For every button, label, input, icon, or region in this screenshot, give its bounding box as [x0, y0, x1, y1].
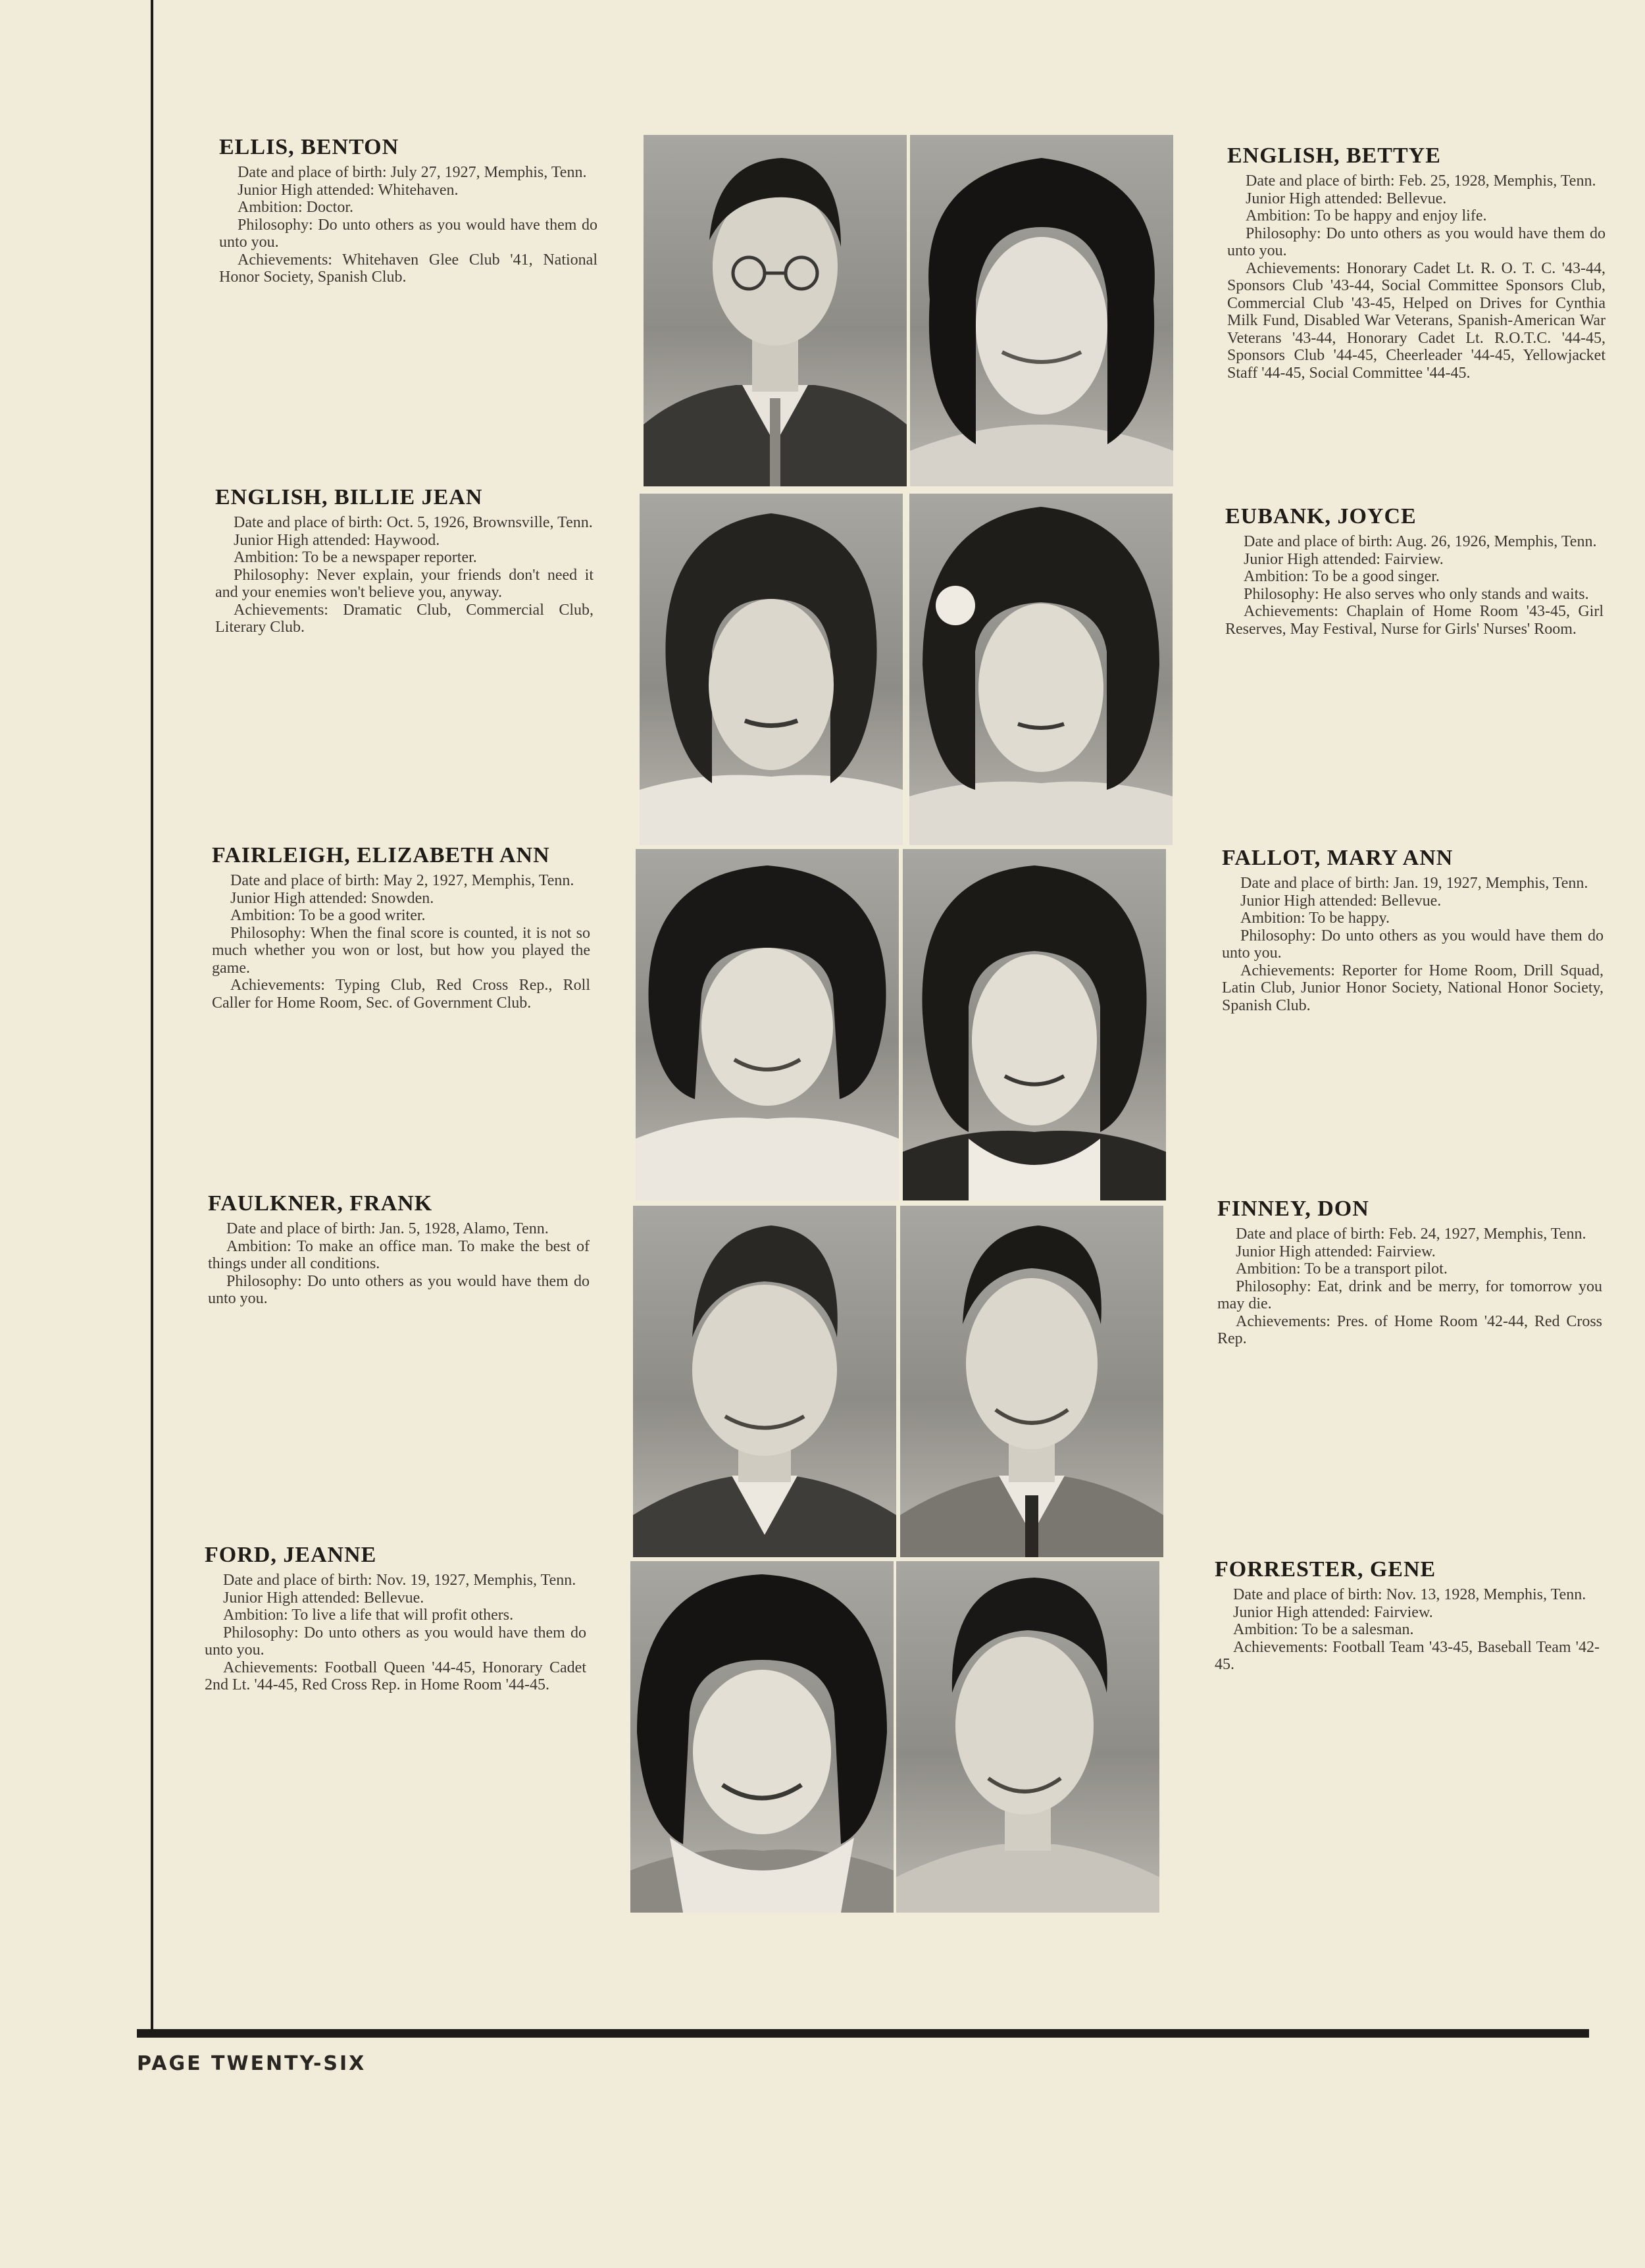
student-name: ELLIS, BENTON	[219, 135, 399, 159]
portrait-ford-jeanne	[630, 1561, 894, 1913]
student-entry-eubank	[1225, 504, 1604, 638]
student-achievements: Achievements: Honorary Cadet Lt. R. O. T. C. '43-44, Sponsors Club '43-44, Social Committee Sponsors Club, Commercial Club '43-45, Helped on Drives for Cynthia Milk Fund, Disabled War Veterans, Spanish-American War Veterans '43-44, Honorary Cadet Lt. R.O.T.C. '44-45, Sponsors Club '44-45, Cheerleader '44-45, Yellowjacket Staff '44-45, Social Committee '44-45.	[1227, 259, 1606, 382]
portrait-eubank-joyce	[909, 494, 1173, 845]
student-junior-high: Junior High attended: Fairview.	[1233, 1603, 1433, 1621]
student-achievements: Achievements: Football Team '43-45, Baseball Team '42-45.	[1215, 1638, 1600, 1673]
student-name: FORRESTER, GENE	[1215, 1557, 1436, 1582]
student-birth: Date and place of birth: Nov. 13, 1928, Memphis, Tenn.	[1233, 1586, 1586, 1603]
student-ambition: Ambition: To be happy and enjoy life.	[1246, 207, 1487, 224]
student-ambition: Ambition: To make an office man. To make the best of things under all conditions.	[208, 1237, 590, 1272]
student-birth: Date and place of birth: May 2, 1927, Memphis, Tenn.	[230, 872, 574, 889]
student-philosophy: Philosophy: Do unto others as you would have them do unto you.	[205, 1624, 586, 1659]
portrait-faulkner-frank	[633, 1206, 896, 1557]
student-birth: Date and place of birth: Jan. 19, 1927, Memphis, Tenn.	[1240, 875, 1588, 892]
student-entry-ford	[205, 1543, 586, 1694]
student-name: ENGLISH, BETTYE	[1227, 143, 1441, 168]
student-achievements: Achievements: Dramatic Club, Commercial Club, Literary Club.	[215, 601, 594, 636]
student-name: FORD, JEANNE	[205, 1543, 377, 1567]
portrait-fairleigh-elizabeth-ann	[636, 849, 899, 1200]
student-junior-high: Junior High attended: Whitehaven.	[238, 181, 459, 199]
student-philosophy: Philosophy: When the final score is counted, it is not so much whether you won or lost, but how you played the game.	[212, 924, 590, 977]
student-junior-high: Junior High attended: Bellevue.	[1246, 190, 1447, 207]
student-entry-faulkner	[208, 1191, 590, 1308]
student-ambition: Ambition: To be a salesman.	[1233, 1621, 1414, 1638]
portrait-english-bettye	[910, 135, 1173, 486]
student-philosophy: Philosophy: Do unto others as you would have them do unto you.	[219, 216, 597, 251]
student-entry-english-bettye	[1227, 143, 1606, 382]
student-name: FAULKNER, FRANK	[208, 1191, 433, 1216]
bottom-rule	[137, 2029, 1589, 2038]
student-birth: Date and place of birth: Jan. 5, 1928, Alamo, Tenn.	[226, 1220, 549, 1237]
student-birth: Date and place of birth: July 27, 1927, Memphis, Tenn.	[238, 164, 587, 181]
student-junior-high: Junior High attended: Fairview.	[1244, 550, 1444, 568]
student-junior-high: Junior High attended: Fairview.	[1236, 1243, 1436, 1260]
student-ambition: Ambition: To be happy.	[1240, 910, 1390, 927]
student-birth: Date and place of birth: Feb. 24, 1927, Memphis, Tenn.	[1236, 1225, 1586, 1243]
student-junior-high: Junior High attended: Bellevue.	[223, 1589, 424, 1607]
student-entry-ellis	[219, 135, 597, 286]
student-birth: Date and place of birth: Aug. 26, 1926, Memphis, Tenn.	[1244, 533, 1597, 550]
student-birth: Date and place of birth: Oct. 5, 1926, Brownsville, Tenn.	[234, 514, 593, 531]
student-achievements: Achievements: Pres. of Home Room '42-44, Red Cross Rep.	[1217, 1312, 1602, 1347]
student-ambition: Ambition: To be a newspaper reporter.	[234, 549, 477, 566]
portrait-forrester-gene	[896, 1561, 1159, 1913]
student-name: ENGLISH, BILLIE JEAN	[215, 485, 483, 509]
student-achievements: Achievements: Typing Club, Red Cross Rep., Roll Caller for Home Room, Sec. of Government Club.	[212, 977, 590, 1012]
student-entry-finney	[1217, 1197, 1602, 1348]
student-ambition: Ambition: To be a good singer.	[1244, 568, 1440, 585]
student-entry-fallot	[1222, 846, 1604, 1014]
student-philosophy: Philosophy: Never explain, your friends don't need it and your enemies won't believe you, anyway.	[215, 566, 594, 601]
student-birth: Date and place of birth: Feb. 25, 1928, Memphis, Tenn.	[1246, 172, 1596, 190]
student-name: FINNEY, DON	[1217, 1197, 1369, 1221]
portrait-ellis-benton	[644, 135, 907, 486]
student-junior-high: Junior High attended: Haywood.	[234, 531, 440, 549]
student-name: FALLOT, MARY ANN	[1222, 846, 1454, 870]
student-philosophy: Philosophy: Do unto others as you would have them do unto you.	[208, 1272, 590, 1307]
student-achievements: Achievements: Reporter for Home Room, Drill Squad, Latin Club, Junior Honor Society, National Honor Society, Spanish Club.	[1222, 962, 1604, 1014]
student-ambition: Ambition: To be a good writer.	[230, 907, 426, 924]
student-entry-forrester	[1215, 1557, 1600, 1674]
left-margin-rule	[151, 0, 153, 2035]
portrait-finney-don	[900, 1206, 1163, 1557]
student-junior-high: Junior High attended: Snowden.	[230, 889, 434, 907]
student-achievements: Achievements: Football Queen '44-45, Honorary Cadet 2nd Lt. '44-45, Red Cross Rep. in Home Room '44-45.	[205, 1659, 586, 1693]
student-ambition: Ambition: To be a transport pilot.	[1236, 1260, 1448, 1277]
student-philosophy: Philosophy: Do unto others as you would have them do unto you.	[1222, 927, 1604, 962]
student-achievements: Achievements: Whitehaven Glee Club '41, National Honor Society, Spanish Club.	[219, 251, 597, 286]
student-achievements: Achievements: Chaplain of Home Room '43-45, Girl Reserves, May Festival, Nurse for Girls' Nurses' Room.	[1225, 603, 1604, 638]
student-ambition: Ambition: Doctor.	[238, 199, 353, 216]
portrait-english-billie-jean	[640, 494, 903, 845]
student-entry-english-billie-jean	[215, 485, 594, 636]
portrait-fallot-mary-ann	[903, 849, 1166, 1200]
student-junior-high: Junior High attended: Bellevue.	[1240, 892, 1442, 910]
student-philosophy: Philosophy: He also serves who only stands and waits.	[1244, 585, 1589, 603]
student-birth: Date and place of birth: Nov. 19, 1927, Memphis, Tenn.	[223, 1572, 576, 1589]
student-entry-fairleigh	[212, 843, 590, 1012]
student-philosophy: Philosophy: Eat, drink and be merry, for tomorrow you may die.	[1217, 1277, 1602, 1312]
page-footer: PAGE TWENTY-SIX	[137, 2052, 367, 2075]
student-name: FAIRLEIGH, ELIZABETH ANN	[212, 843, 550, 867]
student-ambition: Ambition: To live a life that will profit others.	[223, 1607, 514, 1624]
student-name: EUBANK, JOYCE	[1225, 504, 1417, 528]
student-philosophy: Philosophy: Do unto others as you would have them do unto you.	[1227, 224, 1606, 259]
